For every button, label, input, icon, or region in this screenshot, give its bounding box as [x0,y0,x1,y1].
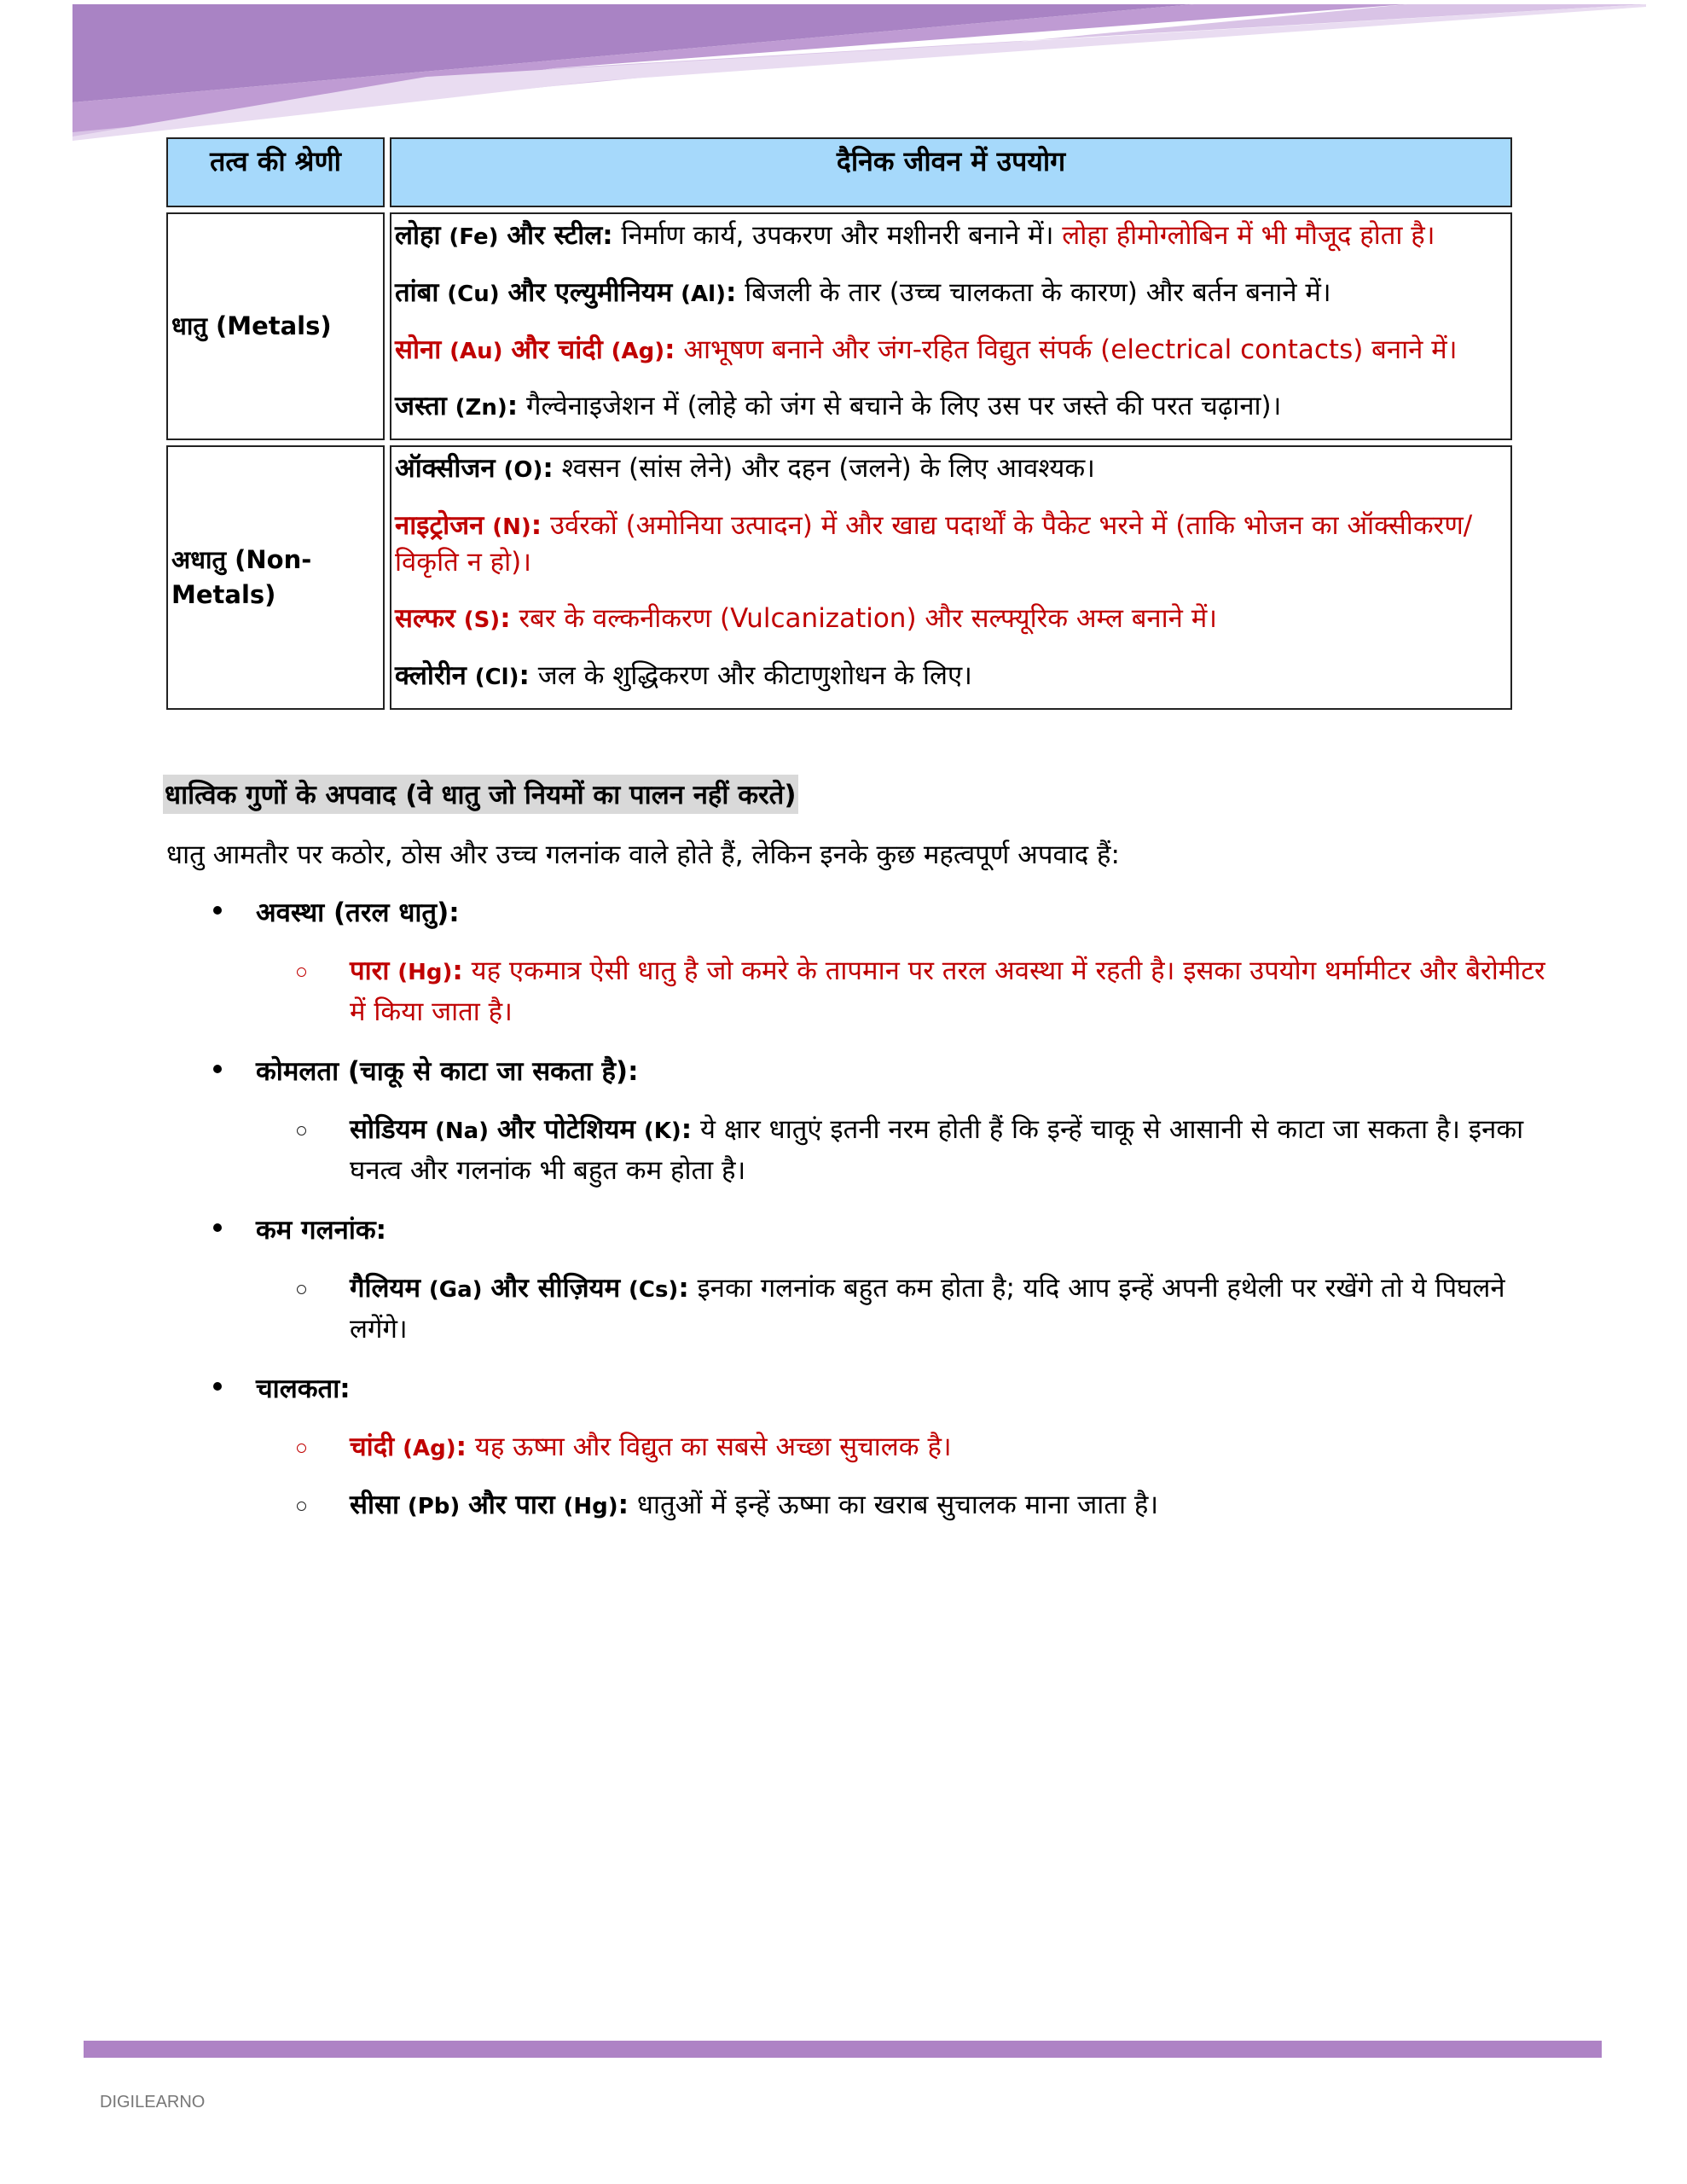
element-name: लोहा [395,220,441,251]
element-description: उर्वरकों (अमोनिया उत्पादन) में और खाद्य पदार्थों के पैकेट भरने में (ताकि भोजन का ऑक्सीकरण/विकृति न हो)। [395,509,1473,578]
element-symbol-2: (Cs) [628,1277,679,1304]
element-description: बिजली के तार (उच्च चालकता के कारण) और बर्तन बनाने में। [736,276,1331,308]
exception-subitem: पारा (Hg): यह एकमात्र ऐसी धातु है जो कमरे के तापमान पर तरल अवस्था में रहती है। इसका उपयोग थर्मामीटर और बैरोमीटर में किया जाता है। [256,950,1552,1032]
header-uses: दैनिक जीवन में उपयोग [390,137,1512,207]
header-wave-decoration [0,0,1687,145]
exception-heading: चालकता: [256,1374,351,1405]
footer-brand: DIGILEARNO [100,2093,206,2111]
element-name-2: और पोटेशियम [496,1113,635,1145]
table-row [166,445,1512,710]
element-description: श्वसन (सांस लेने) और दहन (जलने) के लिए आवश्यक। [553,453,1095,485]
use-entry: लोहा (Fe) और स्टील: निर्माण कार्य, उपकरण और मशीनरी बनाने में। लोहा हीमोग्लोबिन में भी मौजूद होता है। [395,220,1435,251]
exception-heading: कोमलता (चाकू से काटा जा सकता है): [256,1055,639,1087]
exceptions-list [166,894,1545,1525]
element-name-2: और चांदी [511,334,603,365]
element-name: सल्फर [395,603,455,635]
exception-subitem: चांदी (Ag): यह ऊष्मा और विद्युत का सबसे अच्छा सुचालक है। [256,1426,1552,1467]
exception-sublist [256,1426,1531,1525]
exception-item [166,894,1545,1032]
bullet-icon [213,1382,222,1391]
use-entry: नाइट्रोजन (N): उर्वरकों (अमोनिया उत्पादन) में और खाद्य पदार्थों के पैकेट भरने में (ताकि भोजन का ऑक्सीकरण/विकृति न हो)। [395,509,1473,578]
element-name-2: और सीज़ियम [490,1273,621,1304]
footer-bar [84,2041,1602,2058]
table-header-row [166,137,1512,207]
element-name: नाइट्रोजन [395,509,484,541]
element-name: पारा [350,955,390,986]
element-name-2: और पारा [468,1490,555,1521]
element-symbol-2: (Al) [681,281,726,307]
category-cell: धातु (Metals) [166,212,385,440]
element-name: सोना [395,334,442,365]
element-description: इनका गलनांक बहुत कम होता है; यदि आप इन्हें अपनी हथेली पर रखेंगे तो ये पिघलने लगेंगे। [350,1273,1505,1345]
element-symbol: (Fe) [449,224,499,250]
element-symbol: (Ag) [403,1436,456,1462]
category-cell: अधातु (Non-Metals) [166,445,385,710]
circle-bullet-icon [297,1126,306,1136]
circle-bullet-icon [297,1285,306,1294]
element-name: ऑक्सीजन [395,453,496,485]
exception-sublist [256,950,1545,1032]
exception-item [166,1053,1531,1191]
use-entry: जस्ता (Zn): गैल्वेनाइजेशन में (लोहे को जंग से बचाने के लिए उस पर जस्ते की परत चढ़ाना)। [395,391,1282,422]
element-symbol: (Ga) [428,1277,483,1304]
element-description: निर्माण कार्य, उपकरण और मशीनरी बनाने में। [612,220,1063,251]
bullet-icon [213,906,222,915]
element-symbol: (Cu) [447,281,500,307]
element-symbol: (Zn) [455,395,507,421]
exception-sublist [256,1109,1531,1191]
element-description: आभूषण बनाने और जंग-रहित विद्युत संपर्क (electrical contacts) बनाने में। [675,334,1458,365]
element-name: गैलियम [350,1273,421,1304]
element-name: जस्ता [395,391,447,422]
element-symbol-2: (Hg) [563,1494,618,1520]
use-entry: क्लोरीन (Cl): जल के शुद्धिकरण और कीटाणुशोधन के लिए। [395,660,972,692]
exception-heading: कम गलनांक: [256,1215,387,1246]
element-name: तांबा [395,276,439,308]
uses-cell [390,212,1512,440]
exception-subitem: गैलियम (Ga) और सीज़ियम (Cs): इनका गलनांक बहुत कम होता है; यदि आप इन्हें अपनी हथेली पर रखेंगे तो ये पिघलने लगेंगे। [256,1268,1552,1350]
exception-heading: अवस्था (तरल धातु): [256,897,460,928]
element-symbol-2: (K) [643,1118,681,1144]
section-title: धात्विक गुणों के अपवाद (वे धातु जो नियमों का पालन नहीं करते) [163,775,798,814]
use-entry: सल्फर (S): रबर के वल्कनीकरण (Vulcanization) और सल्फ्यूरिक अम्ल बनाने में। [395,603,1218,635]
use-entry: तांबा (Cu) और एल्युमीनियम (Al): बिजली के तार (उच्च चालकता के कारण) और बर्तन बनाने में। [395,276,1331,308]
bullet-icon [213,1223,222,1232]
uses-cell [390,445,1512,710]
circle-bullet-icon [297,967,306,977]
exception-sublist [256,1268,1531,1350]
header-category: तत्व की श्रेणी [166,137,385,207]
element-symbol: (Pb) [407,1494,461,1520]
exception-subitem: सीसा (Pb) और पारा (Hg): धातुओं में इन्हें ऊष्मा का खराब सुचालक माना जाता है। [256,1484,1552,1525]
exception-item [166,1211,1531,1350]
element-name: चांदी [350,1432,395,1463]
element-description: रबर के वल्कनीकरण (Vulcanization) और सल्फ्यूरिक अम्ल बनाने में। [510,603,1218,635]
element-uses-table [161,132,1517,715]
element-description: जल के शुद्धिकरण और कीटाणुशोधन के लिए। [529,660,972,692]
element-name-2: और एल्युमीनियम [507,276,673,308]
page-content [165,132,1545,1546]
exception-item [166,1370,1531,1525]
element-note: लोहा हीमोग्लोबिन में भी मौजूद होता है। [1062,220,1435,251]
circle-bullet-icon [297,1502,306,1511]
element-symbol: (Cl) [474,665,519,691]
element-symbol: (Au) [449,338,503,364]
section-intro: धातु आमतौर पर कठोर, ठोस और उच्च गलनांक वाले होते हैं, लेकिन इनके कुछ महत्वपूर्ण अपवाद हैं: [166,839,1120,870]
circle-bullet-icon [297,1443,306,1453]
element-symbol-2: (Ag) [611,338,665,364]
element-name: सोडियम [350,1113,427,1145]
element-description: धातुओं में इन्हें ऊष्मा का खराब सुचालक माना जाता है। [629,1490,1159,1521]
table-row [166,212,1512,440]
bullet-icon [213,1065,222,1073]
element-symbol: (S) [463,607,501,634]
element-description: यह एकमात्र ऐसी धातु है जो कमरे के तापमान पर तरल अवस्था में रहती है। इसका उपयोग थर्मामीटर और बैरोमीटर में किया जाता है। [350,955,1545,1027]
use-entry: ऑक्सीजन (O): श्वसन (सांस लेने) और दहन (जलने) के लिए आवश्यक। [395,453,1095,485]
element-symbol: (Hg) [397,959,453,985]
element-description: ये क्षार धातुएं इतनी नरम होती हैं कि इन्हें चाकू से आसानी से काटा जा सकता है। इनका घनत्व और गलनांक भी बहुत कम होता है। [350,1113,1524,1187]
use-entry: सोना (Au) और चांदी (Ag): आभूषण बनाने और जंग-रहित विद्युत संपर्क (electrical contacts) बनाने में। [395,334,1458,365]
element-symbol: (Na) [434,1118,490,1144]
element-description: यह ऊष्मा और विद्युत का सबसे अच्छा सुचालक है। [466,1432,952,1463]
element-name: सीसा [350,1490,399,1521]
exception-subitem: सोडियम (Na) और पोटेशियम (K): ये क्षार धातुएं इतनी नरम होती हैं कि इन्हें चाकू से आसानी से काटा जा सकता है। इनका घनत्व और गलनांक भी बहुत कम होता है। [256,1109,1552,1191]
element-symbol: (O) [503,457,543,484]
element-name: क्लोरीन [395,660,467,692]
element-description: गैल्वेनाइजेशन में (लोहे को जंग से बचाने के लिए उस पर जस्ते की परत चढ़ाना)। [518,391,1282,422]
element-symbol: (N) [492,514,531,540]
element-name-2: और स्टील [507,220,603,251]
